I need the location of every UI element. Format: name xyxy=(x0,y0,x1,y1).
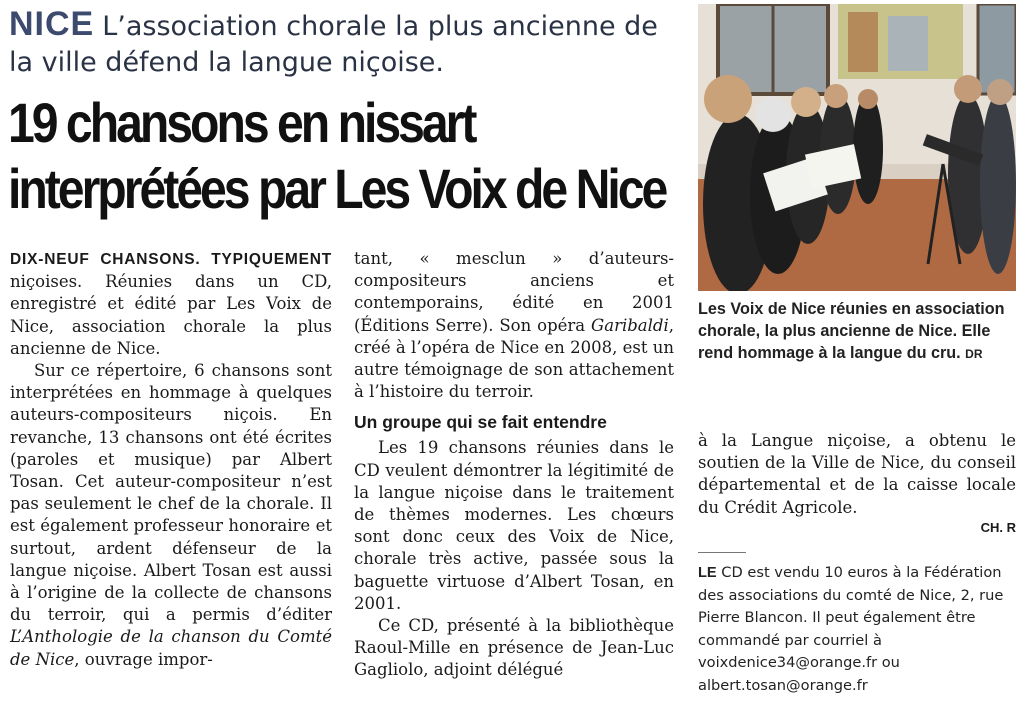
kicker xyxy=(9,6,689,81)
paragraph: Les 19 chansons réunies dans le CD veulent démontrer la légitimité de la langue niçoise dans le traitement de thèmes modernes. Les chœurs sont donc ceux des Voix de Nice, chorale très active, passée sous la baguette virtuose d’Albert Tosan, en 2001. xyxy=(354,438,674,613)
paragraph: à la Langue niçoise, a obtenu le soutien de la Ville de Nice, du conseil départemental et de la caisse locale du Crédit Agricole. xyxy=(698,431,1016,517)
info-text: CD est vendu 10 euros à la Fédération des associations du comté de Nice, 2, rue Pierre Blancon. Il peut également être commandé par courriel à voixdenice34@orange.fr ou albert.tosan@orange.fr xyxy=(698,564,1004,694)
photo-caption xyxy=(698,298,1018,365)
headline-line-1: 19 chansons en nissart xyxy=(8,91,475,154)
info-lead: LE xyxy=(698,565,717,581)
paragraph: DIX-NEUF CHANSONS. TYPIQUEMENT niçoises. Réunies dans un CD, enregistré et édité par Les Voix de Nice, association chorale la plus ancienne de Nice. xyxy=(10,251,332,358)
kicker-tag: NICE xyxy=(9,5,95,43)
headline-line-2: interprétées par Les Voix de Nice xyxy=(8,157,666,220)
photo-credit: DR xyxy=(965,347,983,361)
opera-title: Garibaldi xyxy=(591,315,669,335)
paragraph: Ce CD, présenté à la bibliothèque Raoul-Mille en présence de Jean-Luc Gagliolo, adjoint délégué xyxy=(354,616,674,680)
divider xyxy=(698,552,746,553)
section-subhead: Un groupe qui se fait entendre xyxy=(354,412,607,433)
author-signature: CH. R xyxy=(980,520,1016,535)
article-column-2 xyxy=(354,248,674,682)
info-box xyxy=(698,562,1016,697)
caption-text: Les Voix de Nice réunies en association chorale, la plus ancienne de Nice. Elle rend hommage à la langue du cru. xyxy=(698,300,1005,362)
article-column-3 xyxy=(698,430,1016,519)
choir-photo-illustration xyxy=(698,4,1016,291)
choir-photo xyxy=(698,4,1016,291)
book-title: L’Anthologie de la chanson du Comté de Nice xyxy=(10,627,332,669)
headline xyxy=(8,90,666,222)
lead-in: DIX-NEUF CHANSONS. TYPIQUEMENT xyxy=(10,251,332,268)
paragraph: tant, « mesclun » d’auteurs-compositeurs anciens et contemporains, édité en 2001 (Éditions Serre). Son opéra Garibaldi, créé à l’opéra de Nice en 2008, est un autre témoignage de son attachement à l’histoire du terroir. xyxy=(354,249,674,402)
paragraph: Sur ce répertoire, 6 chansons sont interprétées en hommage à quelques auteurs-compositeurs niçois. En revanche, 13 chansons ont été écrites (paroles et musique) par Albert Tosan. Cet auteur-compositeur n’est pas seulement le chef de la chorale. Il est également professeur honoraire et surtout, ardent défenseur de la langue niçoise. Albert Tosan est aussi à l’origine de la collecte de chansons du terroir, qui a permis d’éditer L’Anthologie de la chanson du Comté de Nice, ouvrage impor- xyxy=(10,361,332,669)
article-column-1 xyxy=(10,248,332,671)
kicker-text: L’association chorale la plus ancienne de la ville défend la langue niçoise. xyxy=(9,11,658,78)
